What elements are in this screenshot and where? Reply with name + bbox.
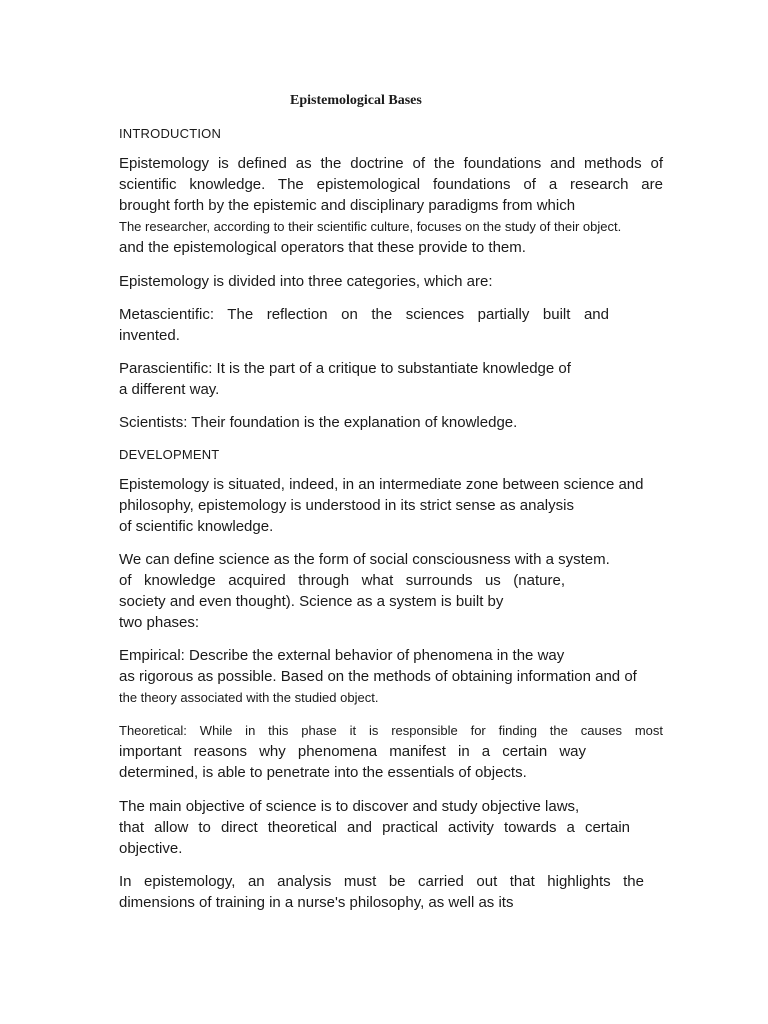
text-line: as rigorous as possible. Based on the methods of obtaining information and of — [119, 668, 637, 685]
paragraph-epistemology-situated — [119, 474, 663, 537]
paragraph-parascientific — [119, 358, 663, 400]
text-line: brought forth by the epistemic and disciplinary paradigms from which — [119, 197, 576, 214]
paragraph-categories-intro — [119, 271, 663, 292]
text-line: Scientists: Their foundation is the explanation of knowledge. — [119, 414, 518, 431]
paragraph-science-definition — [119, 549, 663, 633]
paragraph-epistemology-analysis — [119, 871, 663, 913]
paragraph-metascientific — [119, 304, 609, 346]
text-line: Parascientific: It is the part of a critique to substantiate knowledge of — [119, 360, 571, 377]
text-line: Empirical: Describe the external behavior of phenomena in the way — [119, 647, 565, 664]
text-line: Epistemology is situated, indeed, in an intermediate zone between science and — [119, 476, 644, 493]
text-line: In epistemology, an analysis must be carried out that highlights the — [119, 873, 644, 890]
text-line: and the epistemological operators that these provide to them. — [119, 239, 526, 256]
text-line: of scientific knowledge. — [119, 518, 274, 535]
text-line: important reasons why phenomena manifest in a certain way — [119, 743, 586, 760]
text-line: Epistemology is defined as the doctrine of the foundations and methods of — [119, 155, 663, 172]
text-line: society and even thought). Science as a system is built by — [119, 593, 504, 610]
paragraph-science-objective — [119, 796, 630, 859]
text-line: two phases: — [119, 614, 200, 631]
section-heading-introduction: INTRODUCTION — [119, 126, 222, 141]
text-line: scientific knowledge. The epistemological foundations of a research are — [119, 176, 663, 193]
text-line: a different way. — [119, 381, 220, 398]
document-title: Epistemological Bases — [290, 93, 422, 108]
text-line: philosophy, epistemology is understood in its strict sense as analysis — [119, 497, 574, 514]
text-line: Epistemology is divided into three categories, which are: — [119, 273, 493, 290]
text-line: The main objective of science is to discover and study objective laws, — [119, 798, 580, 815]
text-line: Metascientific: The reflection on the sciences partially built and — [119, 306, 609, 323]
text-line: We can define science as the form of social consciousness with a system. — [119, 551, 610, 568]
text-line: The researcher, according to their scientific culture, focuses on the study of their object. — [119, 219, 622, 234]
text-line: that allow to direct theoretical and practical activity towards a certain — [119, 819, 630, 836]
text-line: the theory associated with the studied object. — [119, 690, 379, 705]
text-line: dimensions of training in a nurse's philosophy, as well as its — [119, 894, 514, 911]
text-line: determined, is able to penetrate into the essentials of objects. — [119, 764, 527, 781]
text-line: of knowledge acquired through what surrounds us (nature, — [119, 572, 565, 589]
paragraph-epistemology-definition — [119, 153, 663, 258]
paragraph-theoretical — [119, 720, 663, 783]
text-line: Theoretical: While in this phase it is responsible for finding the causes most — [119, 723, 663, 738]
section-heading-development: DEVELOPMENT — [119, 447, 220, 462]
text-line: objective. — [119, 840, 183, 857]
paragraph-scientists — [119, 412, 663, 433]
paragraph-empirical — [119, 645, 663, 708]
text-line: invented. — [119, 327, 180, 344]
